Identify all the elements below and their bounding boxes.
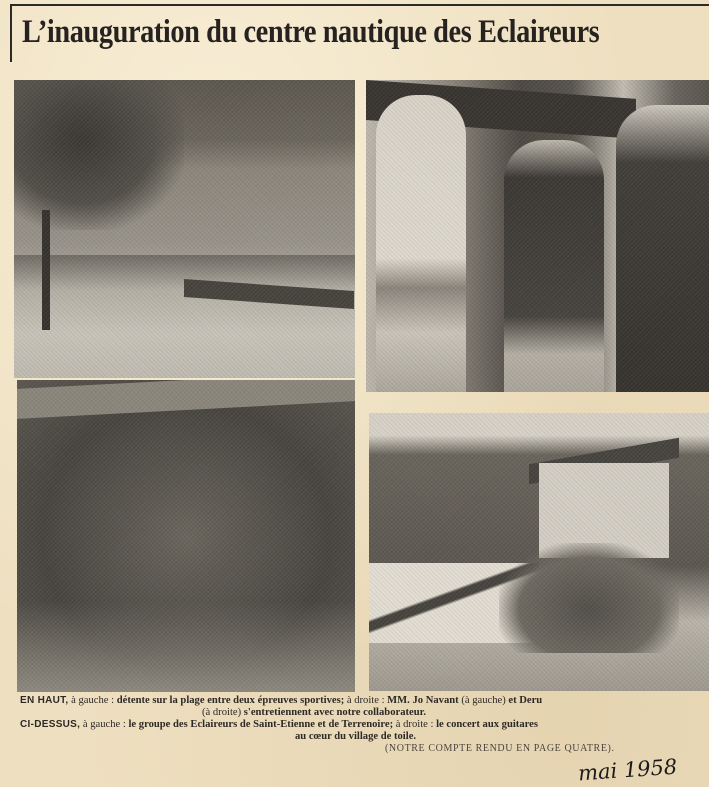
- caption-text: (à gauche): [458, 695, 509, 706]
- caption-text: s'entretiennent avec notre collaborateur.: [243, 707, 426, 718]
- caption-lead-top: EN HAUT,: [20, 695, 69, 706]
- halftone-grain: [366, 80, 709, 392]
- halftone-grain: [14, 80, 355, 378]
- headline: L’inauguration du centre nautique des Eclaireurs: [22, 14, 600, 50]
- photo-guitar-concert: [369, 413, 709, 691]
- handwritten-date: mai 1958: [577, 754, 678, 786]
- caption-page-reference: (NOTRE COMPTE RENDU EN PAGE QUATRE).: [385, 743, 615, 754]
- caption-line-3: [20, 719, 700, 731]
- photo-caption: [20, 695, 700, 755]
- halftone-grain: [17, 380, 355, 692]
- caption-text: au cœur du village de toile.: [295, 731, 417, 742]
- caption-lead-bottom: CI-DESSUS,: [20, 719, 81, 730]
- photo-beach: [14, 80, 355, 378]
- caption-text: à gauche :: [68, 695, 117, 706]
- photo-scout-group: [17, 380, 355, 692]
- caption-text: le groupe des Eclaireurs de Saint-Etienne et de Terrenoire;: [128, 719, 394, 730]
- caption-text: (à droite): [202, 707, 244, 718]
- caption-text: MM. Jo Navant: [387, 695, 459, 706]
- caption-line-1: [20, 695, 700, 707]
- caption-text: le concert aux guitares: [436, 719, 538, 730]
- caption-text: à droite :: [393, 719, 437, 730]
- caption-line-2: [20, 707, 700, 719]
- caption-text: à gauche :: [80, 719, 129, 730]
- photo-interview: [366, 80, 709, 392]
- caption-text: détente sur la plage entre deux épreuves sportives;: [116, 695, 345, 706]
- caption-text: et Deru: [508, 695, 543, 706]
- caption-text: à droite :: [344, 695, 388, 706]
- caption-line-4: [20, 731, 700, 743]
- halftone-grain: [369, 413, 709, 691]
